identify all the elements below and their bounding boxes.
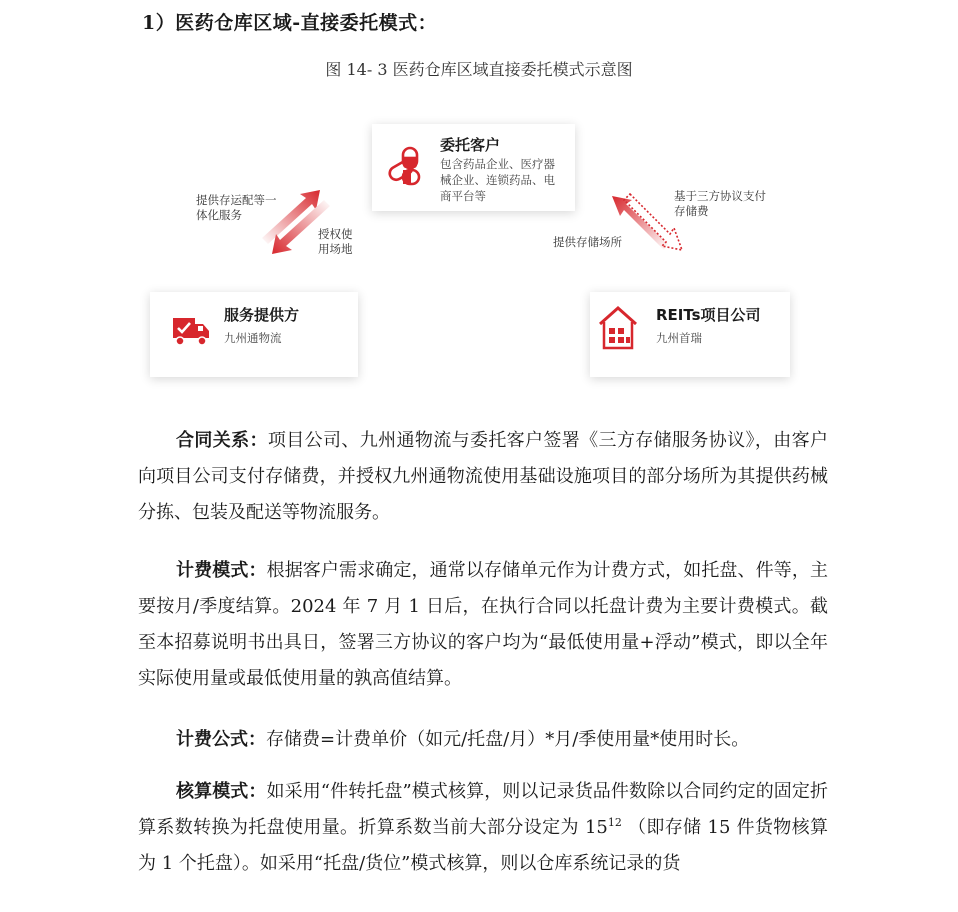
left-top-label: 提供存运配等一体化服务 bbox=[196, 193, 277, 222]
paragraph-billing-formula bbox=[138, 722, 828, 758]
reits-desc: 九州首瑞 bbox=[656, 331, 702, 345]
paragraph-text: 如采用“件转托盘”模式核算，则以记录货品件数除以合同约定的固定折算系数转换为托盘使用量。折算系数当前大部分设定为 15 bbox=[138, 781, 828, 838]
reits-title: REITs项目公司 bbox=[656, 306, 761, 324]
paragraph-label: 计费公式： bbox=[176, 729, 266, 750]
left-bottom-label: 授权使用场地 bbox=[318, 227, 353, 256]
paragraph-label: 计费模式： bbox=[176, 560, 267, 581]
client-card bbox=[372, 124, 575, 211]
provider-card bbox=[150, 292, 358, 377]
paragraph-billing-mode bbox=[138, 553, 828, 697]
paragraph-text: 根据客户需求确定，通常以存储单元作为计费方式，如托盘、件等，主要按月/季度结算。2024 年 7 月 1 日后，在执行合同以托盘计费为主要计费模式。截至本招募说明书出具日，签署三方协议的客户均为“最低使用量+浮动”模式，即以全年实际使用量或最低使用量的孰高值结算。 bbox=[138, 560, 829, 689]
paragraph-label: 合同关系： bbox=[176, 430, 268, 451]
provider-desc: 九州通物流 bbox=[224, 331, 282, 345]
paragraph-text: 存储费=计费单价（如元/托盘/月）*月/季使用量*使用时长。 bbox=[266, 729, 750, 750]
reits-card bbox=[590, 292, 790, 377]
delivery-truck-icon bbox=[172, 316, 212, 348]
footnote-marker[interactable]: 12 bbox=[607, 816, 622, 829]
pills-icon bbox=[386, 146, 422, 186]
client-title: 委托客户 bbox=[440, 136, 501, 154]
paragraph-label: 核算模式： bbox=[176, 781, 267, 802]
paragraph-text: 项目公司、九州通物流与委托客户签署《三方存储服务协议》，由客户向项目公司支付存储费，并授权九州通物流使用基础设施项目的部分场所为其提供药械分拣、包装及配送等物流服务。 bbox=[138, 430, 828, 523]
right-top-label: 基于三方协议支付存储费 bbox=[674, 189, 766, 218]
right-bottom-label: 提供存储场所 bbox=[553, 235, 622, 249]
section-heading: 1）医药仓库区域-直接委托模式： bbox=[142, 12, 438, 34]
figure-caption: 图 14- 3 医药仓库区域直接委托模式示意图 bbox=[325, 60, 633, 79]
paragraph-contract bbox=[138, 423, 828, 531]
paragraph-text-continued: （即存储 15 件货物核算为 1 个托盘）。如采用“托盘/货位”模式核算，则以仓库系统记录的货 bbox=[138, 817, 828, 874]
provider-title: 服务提供方 bbox=[224, 306, 300, 324]
client-desc: 包含药品企业、医疗器械企业、连锁药品、电商平台等 bbox=[440, 157, 555, 203]
paragraph-accounting-mode bbox=[138, 774, 828, 882]
warehouse-icon bbox=[598, 304, 638, 350]
